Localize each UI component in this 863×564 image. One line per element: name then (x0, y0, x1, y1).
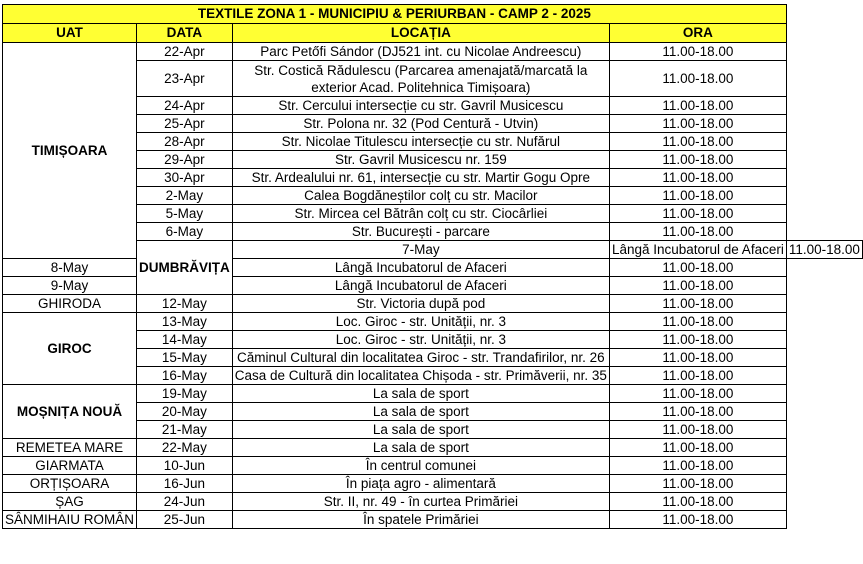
table-row (3, 43, 863, 61)
hours-cell: 11.00-18.00 (609, 61, 786, 97)
date-cell: 25-Jun (137, 511, 233, 529)
date-cell: 30-Apr (137, 169, 233, 187)
location-cell: Str. Mircea cel Bătrân colț cu str. Ciocârliei (232, 205, 609, 223)
location-cell: În spatele Primăriei (232, 511, 609, 529)
location-cell: Str. Polona nr. 32 (Pod Centură - Utvin) (232, 115, 609, 133)
hours-cell: 11.00-18.00 (609, 511, 786, 529)
uat-cell: REMETEA MARE (3, 439, 137, 457)
header-ora: ORA (609, 24, 786, 43)
location-cell: Parc Petőfi Sándor (DJ521 int. cu Nicolae Andreescu) (232, 43, 609, 61)
hours-cell: 11.00-18.00 (609, 421, 786, 439)
date-cell: 23-Apr (137, 61, 233, 97)
hours-cell: 11.00-18.00 (609, 457, 786, 475)
location-cell: Loc. Giroc - str. Unității, nr. 3 (232, 313, 609, 331)
table-row (3, 457, 863, 475)
hours-cell: 11.00-18.00 (609, 349, 786, 367)
date-cell: 9-May (3, 277, 137, 295)
table-row (3, 277, 863, 295)
location-cell: Str. Costică Rădulescu (Parcarea amenajată/marcată la exterior Acad. Politehnica Timișoara) (232, 61, 609, 97)
date-cell: 5-May (137, 205, 233, 223)
date-cell: 29-Apr (137, 151, 233, 169)
hours-cell: 11.00-18.00 (786, 241, 862, 259)
location-cell: Lângă Incubatorul de Afaceri (232, 277, 609, 295)
header-locatia: LOCAȚIA (232, 24, 609, 43)
table-row (3, 385, 863, 403)
location-cell: Str. II, nr. 49 - în curtea Primăriei (232, 493, 609, 511)
schedule-table (2, 4, 863, 529)
uat-cell: DUMBRĂVIȚA (137, 241, 233, 295)
table-row (3, 439, 863, 457)
date-cell: 7-May (232, 241, 609, 259)
location-cell: Str. Victoria după pod (232, 295, 609, 313)
date-cell: 24-Apr (137, 97, 233, 115)
table-row (3, 493, 863, 511)
hours-cell: 11.00-18.00 (609, 97, 786, 115)
date-cell: 14-May (137, 331, 233, 349)
date-cell: 22-May (137, 439, 233, 457)
hours-cell: 11.00-18.00 (609, 403, 786, 421)
date-cell: 16-May (137, 367, 233, 385)
location-cell: Casa de Cultură din localitatea Chișoda - str. Primăverii, nr. 35 (232, 367, 609, 385)
hours-cell: 11.00-18.00 (609, 205, 786, 223)
location-cell: Căminul Cultural din localitatea Giroc - str. Trandafirilor, nr. 26 (232, 349, 609, 367)
uat-cell: TIMIȘOARA (3, 43, 137, 259)
uat-cell: GIROC (3, 313, 137, 385)
location-cell: La sala de sport (232, 439, 609, 457)
location-cell: Calea Bogdăneștilor colț cu str. Macilor (232, 187, 609, 205)
location-cell: Str. Cercului intersecție cu str. Gavril Musicescu (232, 97, 609, 115)
hours-cell: 11.00-18.00 (609, 331, 786, 349)
table-row (3, 259, 863, 277)
hours-cell: 11.00-18.00 (609, 367, 786, 385)
date-cell: 8-May (3, 259, 137, 277)
table-title: TEXTILE ZONA 1 - MUNICIPIU & PERIURBAN - CAMP 2 - 2025 (3, 5, 787, 24)
uat-cell: GHIRODA (3, 295, 137, 313)
date-cell: 10-Jun (137, 457, 233, 475)
table-row (3, 475, 863, 493)
hours-cell: 11.00-18.00 (609, 277, 786, 295)
location-cell: Str. Nicolae Titulescu intersecție cu str. Nufărul (232, 133, 609, 151)
title-row (3, 5, 863, 24)
date-cell: 22-Apr (137, 43, 233, 61)
location-cell: Lângă Incubatorul de Afaceri (609, 241, 786, 259)
location-cell: Str. Gavril Musicescu nr. 159 (232, 151, 609, 169)
hours-cell: 11.00-18.00 (609, 43, 786, 61)
date-cell: 21-May (137, 421, 233, 439)
hours-cell: 11.00-18.00 (609, 493, 786, 511)
hours-cell: 11.00-18.00 (609, 187, 786, 205)
uat-cell: MOȘNIȚA NOUĂ (3, 385, 137, 439)
location-cell: La sala de sport (232, 421, 609, 439)
location-cell: În centrul comunei (232, 457, 609, 475)
date-cell: 28-Apr (137, 133, 233, 151)
date-cell: 2-May (137, 187, 233, 205)
table-row (3, 511, 863, 529)
hours-cell: 11.00-18.00 (609, 295, 786, 313)
hours-cell: 11.00-18.00 (609, 259, 786, 277)
uat-cell: SÂNMIHAIU ROMÂN (3, 511, 137, 529)
location-cell: Str. București - parcare (232, 223, 609, 241)
hours-cell: 11.00-18.00 (609, 115, 786, 133)
uat-cell: ȘAG (3, 493, 137, 511)
uat-cell: ORȚIȘOARA (3, 475, 137, 493)
header-row (3, 24, 863, 43)
date-cell: 12-May (137, 295, 233, 313)
hours-cell: 11.00-18.00 (609, 151, 786, 169)
table-row (3, 295, 863, 313)
hours-cell: 11.00-18.00 (609, 169, 786, 187)
date-cell: 25-Apr (137, 115, 233, 133)
table-row (3, 313, 863, 331)
hours-cell: 11.00-18.00 (609, 133, 786, 151)
date-cell: 15-May (137, 349, 233, 367)
uat-cell: GIARMATA (3, 457, 137, 475)
header-data: DATA (137, 24, 233, 43)
location-cell: Lângă Incubatorul de Afaceri (232, 259, 609, 277)
date-cell: 24-Jun (137, 493, 233, 511)
date-cell: 20-May (137, 403, 233, 421)
date-cell: 16-Jun (137, 475, 233, 493)
date-cell: 19-May (137, 385, 233, 403)
location-cell: În piața agro - alimentară (232, 475, 609, 493)
location-cell: Str. Ardealului nr. 61, intersecție cu str. Martir Gogu Opre (232, 169, 609, 187)
location-cell: La sala de sport (232, 385, 609, 403)
hours-cell: 11.00-18.00 (609, 223, 786, 241)
date-cell: 6-May (137, 223, 233, 241)
location-cell: La sala de sport (232, 403, 609, 421)
hours-cell: 11.00-18.00 (609, 385, 786, 403)
hours-cell: 11.00-18.00 (609, 313, 786, 331)
date-cell: 13-May (137, 313, 233, 331)
hours-cell: 11.00-18.00 (609, 475, 786, 493)
location-cell: Loc. Giroc - str. Unității, nr. 3 (232, 331, 609, 349)
header-uat: UAT (3, 24, 137, 43)
hours-cell: 11.00-18.00 (609, 439, 786, 457)
